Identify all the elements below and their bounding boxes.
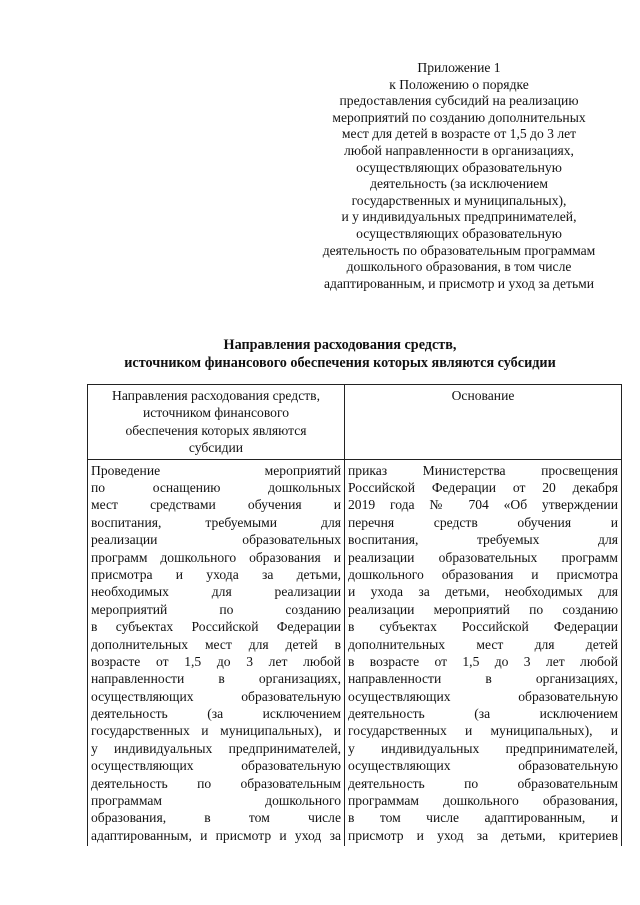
header-line: субсидии: [188, 440, 244, 456]
appendix-line: мест для детей в возрасте от 1,5 до 3 лет: [341, 126, 577, 142]
table-row: [88, 459, 622, 846]
appendix-header: [300, 60, 618, 292]
appendix-line: Приложение 1: [417, 60, 501, 75]
appendix-line: любой направленности в организациях,: [344, 142, 574, 158]
text-line: Российской Федерации от 20 декабря: [348, 480, 618, 496]
text-line: Проведение мероприятий: [91, 462, 341, 478]
text-line: осуществляющих образовательную: [348, 758, 618, 774]
text-line: дополнительных мест для детей: [348, 636, 618, 652]
text-line: государственных и муниципальных), и: [91, 723, 341, 739]
text-line: реализации образовательных программ: [348, 549, 618, 565]
appendix-line: государственных и муниципальных),: [351, 192, 567, 208]
document-title: [60, 336, 620, 372]
text-line: программам дошкольного образования,: [348, 793, 618, 809]
header-line: источником финансового: [142, 405, 289, 421]
appendix-line: осуществляющих образовательную: [356, 225, 562, 241]
text-line: в возрасте от 1,5 до 3 лет любой: [348, 653, 618, 669]
text-line: дополнительных мест для детей в: [91, 636, 341, 652]
text-line: деятельность (за исключением: [91, 706, 341, 722]
text-line: по оснащению дошкольных: [91, 480, 341, 496]
text-line: в том числе адаптированным, и: [348, 810, 618, 826]
text-line: и ухода за детьми, необходимых для: [348, 584, 618, 600]
text-line: в субъектах Российской Федерации: [91, 619, 341, 635]
text-line: осуществляющих образовательную: [348, 688, 618, 704]
text-line: у индивидуальных предпринимателей,: [91, 740, 341, 756]
text-line: программ дошкольного образования и: [91, 549, 341, 565]
text-line: образования, в том числе: [91, 810, 341, 826]
appendix-line: деятельность (за исключением: [370, 176, 548, 192]
text-line: 2019 года № 704 «Об утверждении: [348, 497, 618, 513]
header-line: Основание: [451, 388, 515, 403]
title-line-2: источником финансового обеспечения которых являются субсидии: [124, 355, 556, 371]
text-line: дошкольного образования и присмотра: [348, 566, 618, 582]
text-line: возрасте от 1,5 до 3 лет любой: [91, 653, 341, 669]
text-line: перечня средств обучения и: [348, 514, 618, 530]
table-header-row: [88, 385, 622, 460]
expenditure-table: [87, 384, 622, 846]
appendix-line: мероприятий по созданию дополнительных: [332, 109, 586, 125]
text-line: присмотр и уход за детьми, критериев: [348, 827, 618, 843]
appendix-line: предоставления субсидий на реализацию: [339, 93, 579, 109]
text-line: осуществляющих образовательную: [91, 758, 341, 774]
text-line: программам дошкольного: [91, 793, 341, 809]
text-line: в субъектах Российской Федерации: [348, 619, 618, 635]
text-line: у индивидуальных предпринимателей,: [348, 740, 618, 756]
appendix-line: деятельность по образовательным программам: [322, 242, 596, 258]
appendix-line: к Положению о порядке: [389, 76, 529, 92]
text-line: государственных и муниципальных), и: [348, 723, 618, 739]
text-line: деятельность по образовательным: [91, 775, 341, 791]
header-expenditure-directions: [88, 385, 345, 460]
appendix-line: дошкольного образования, в том числе: [346, 259, 572, 275]
header-basis: [345, 385, 622, 460]
text-line: воспитания, требуемыми для: [91, 514, 341, 530]
text-line: адаптированным, и присмотр и уход за: [91, 827, 341, 843]
text-line: направленности в организациях,: [348, 671, 618, 687]
text-line: присмотра и ухода за детьми,: [91, 566, 341, 582]
title-line-1: Направления расходования средств,: [223, 337, 457, 353]
text-line: воспитания, требуемых для: [348, 532, 618, 548]
text-line: направленности в организациях,: [91, 671, 341, 687]
text-line: реализации образовательных: [91, 532, 341, 548]
appendix-line: адаптированным, и присмотр и уход за детьми: [323, 275, 595, 291]
text-line: деятельность (за исключением: [348, 706, 618, 722]
text-line: реализации мероприятий по созданию: [348, 601, 618, 617]
text-line: деятельность по образовательным: [348, 775, 618, 791]
text-line: мест средствами обучения и: [91, 497, 341, 513]
text-line: осуществляющих образовательную: [91, 688, 341, 704]
text-line: мероприятий по созданию: [91, 601, 341, 617]
appendix-line: и у индивидуальных предпринимателей,: [341, 209, 577, 225]
cell-expenditure-direction: [88, 459, 345, 846]
cell-basis: [345, 459, 622, 846]
text-line: приказ Министерства просвещения: [348, 462, 618, 478]
header-line: Направления расходования средств,: [112, 388, 320, 403]
appendix-line: осуществляющих образовательную: [356, 159, 562, 175]
header-line: обеспечения которых являются: [125, 422, 307, 438]
text-line: необходимых для реализации: [91, 584, 341, 600]
